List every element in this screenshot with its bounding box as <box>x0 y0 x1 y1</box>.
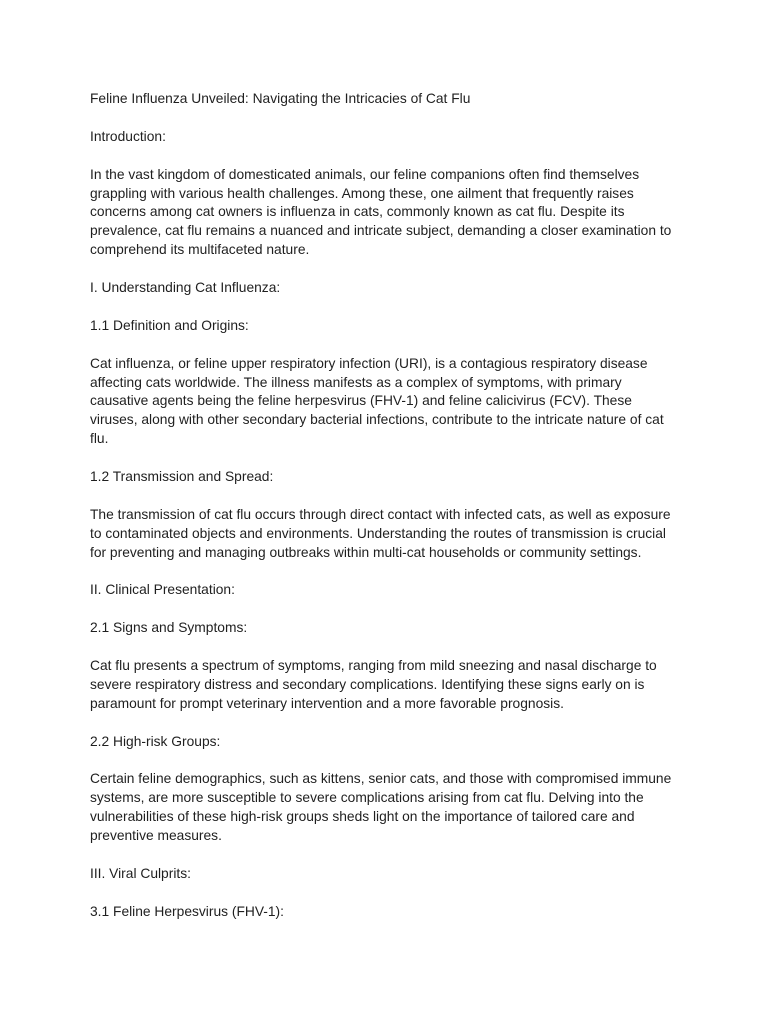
intro-heading: Introduction: <box>90 128 166 144</box>
document-body <box>90 90 680 941</box>
section-1-heading: I. Understanding Cat Influenza: <box>90 280 281 296</box>
section-2-2-heading: 2.2 High-risk Groups: <box>90 733 221 749</box>
section-3-heading: III. Viral Culprits: <box>90 865 191 881</box>
section-1-1-paragraph: Cat influenza, or feline upper respiratory infection (URI), is a contagious respiratory disease affecting cats worldwide. The illness manifests as a complex of symptoms, with primary causative agents being the feline herpesvirus (FHV-1) and feline calicivirus (FCV). These viruses, along with other secondary bacterial infections, contribute to the intricate nature of cat flu. <box>90 355 664 447</box>
section-2-1-heading: 2.1 Signs and Symptoms: <box>90 620 248 636</box>
section-2-1-paragraph: Cat flu presents a spectrum of symptoms, ranging from mild sneezing and nasal discharge to severe respiratory distress and secondary complications. Identifying these signs early on is paramount for prompt veterinary intervention and a more favorable prognosis. <box>90 658 657 711</box>
section-2-heading: II. Clinical Presentation: <box>90 582 235 598</box>
section-1-2-paragraph: The transmission of cat flu occurs through direct contact with infected cats, as well as exposure to contaminated objects and environments. Understanding the routes of transmission is crucial for preventing and managing outbreaks within multi-cat households or community settings. <box>90 506 671 560</box>
section-1-2-heading: 1.2 Transmission and Spread: <box>90 469 274 485</box>
document-title: Feline Influenza Unveiled: Navigating the Intricacies of Cat Flu <box>90 91 471 106</box>
section-1-1-heading: 1.1 Definition and Origins: <box>90 317 249 333</box>
section-3-1-heading: 3.1 Feline Herpesvirus (FHV-1): <box>90 903 284 919</box>
section-2-2-paragraph: Certain feline demographics, such as kittens, senior cats, and those with compromised immune systems, are more susceptible to severe complications arising from cat flu. Delving into the vulnerabilities of these high-risk groups sheds light on the importance of tailored care and preventive measures. <box>90 771 672 844</box>
intro-paragraph: In the vast kingdom of domesticated animals, our feline companions often find themselves grappling with various health challenges. Among these, one ailment that frequently raises concerns among cat owners is influenza in cats, commonly known as cat flu. Despite its prevalence, cat flu remains a nuanced and intricate subject, demanding a closer examination to comprehend its multifaceted nature. <box>90 166 672 258</box>
